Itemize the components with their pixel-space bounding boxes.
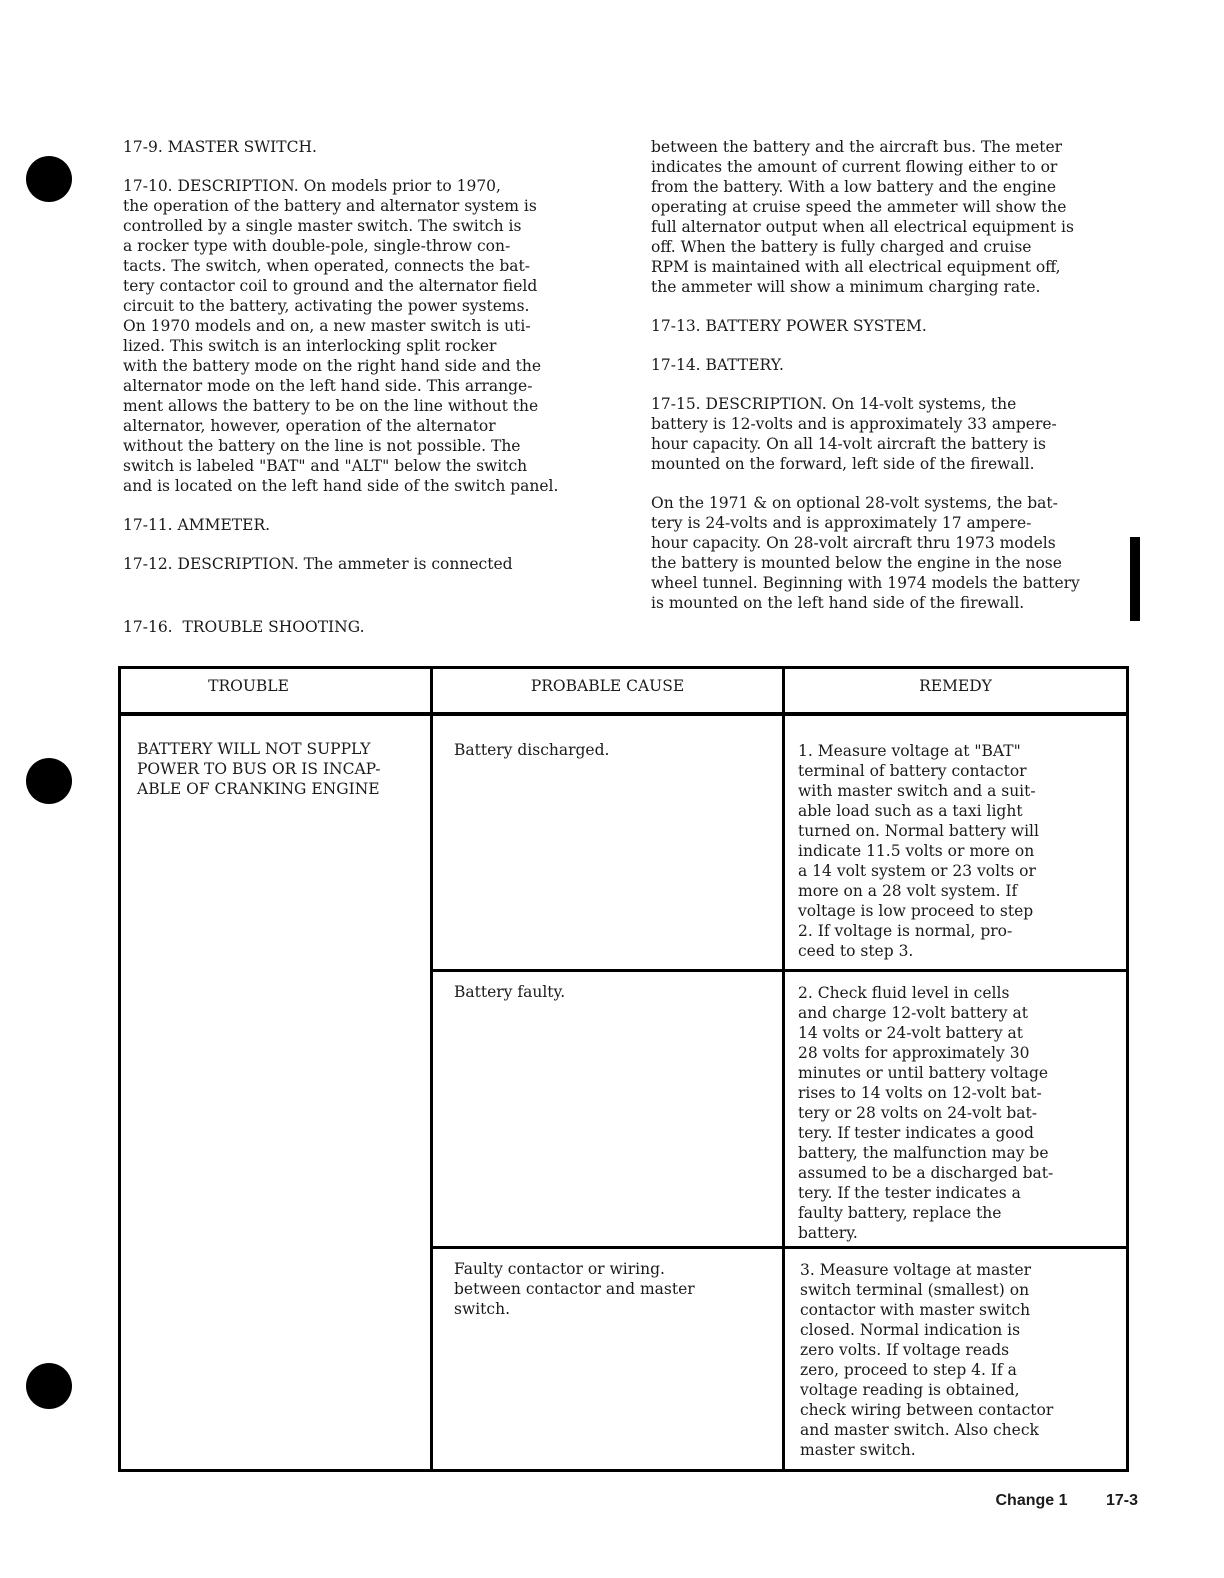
revision-change-bar — [1130, 537, 1140, 621]
table-divider-2 — [782, 669, 785, 1469]
binder-hole-bottom — [26, 1363, 72, 1409]
paragraph-17-15: 17-15. DESCRIPTION. On 14-volt systems, the battery is 12-volts and is approximately 33 ampere- hour capacity. On all 14-volt aircraft the battery is mounted on the forward, left side of the firewall. — [651, 395, 1057, 473]
table-row-rule-1 — [430, 969, 1126, 972]
page-number: 17-3 — [1105, 1492, 1138, 1509]
cause-cell-2: Battery faulty. — [454, 983, 566, 1001]
paragraph-17-12: 17-12. DESCRIPTION. The ammeter is connected — [123, 555, 513, 573]
left-text-column — [123, 137, 623, 593]
table-header-rule — [121, 712, 1126, 716]
remedy-cell-1: 1. Measure voltage at "BAT" terminal of battery contactor with master switch and a suit- able load such as a taxi light turned on. Normal battery will indicate 11.5 volts or more on a 14 volt system or 23 volts or more on a 28 volt system. If voltage is low proceed to step 2. If voltage is normal, pro- ceed to step 3. — [798, 742, 1039, 960]
remedy-cell-3: 3. Measure voltage at master switch terminal (smallest) on contactor with master switch closed. Normal indication is zero volts. If voltage reads zero, proceed to step 4. If a voltage reading is obtained, check wiring between contactor and master switch. Also check master switch. — [800, 1261, 1054, 1459]
header-probable-cause: PROBABLE CAUSE — [530, 677, 685, 695]
binder-hole-middle — [26, 758, 72, 804]
table-row-rule-2 — [430, 1246, 1126, 1249]
heading-17-14: 17-14. BATTERY. — [651, 356, 784, 374]
paragraph-17-10: 17-10. DESCRIPTION. On models prior to 1970, the operation of the battery and alternator system is controlled by a single master switch. The switch is a rocker type with double-pole, single-throw con- tacts. The switch, when operated, connects the bat- tery contactor coil to ground and the alternator field circuit to the battery, activating the power systems. On 1970 models and on, a new master switch is uti- lized. This switch is an interlocking split rocker with the battery mode on the right hand side and the alternator mode on the left hand side. This arrange- ment allows the battery to be on the line without the alternator, however, operation of the alternator without the battery on the line is not possible. The switch is labeled "BAT" and "ALT" below the switch and is located on the left hand side of the switch panel. — [123, 177, 559, 495]
cause-cell-3: Faulty contactor or wiring. between contactor and master switch. — [454, 1260, 695, 1318]
trouble-cell: BATTERY WILL NOT SUPPLY POWER TO BUS OR IS INCAP- ABLE OF CRANKING ENGINE — [137, 740, 381, 798]
change-label: Change 1 — [995, 1492, 1068, 1509]
header-remedy: REMEDY — [919, 677, 992, 695]
right-text-column — [651, 137, 1136, 632]
paragraph-28-volt: On the 1971 & on optional 28-volt systems, the bat- tery is 24-volts and is approximately 17 ampere- hour capacity. On 28-volt aircraft thru 1973 models the battery is mounted below the engine in the nose wheel tunnel. Beginning with 1974 models the battery is mounted on the left hand side of the firewall. — [651, 494, 1080, 612]
remedy-cell-2: 2. Check fluid level in cells and charge 12-volt battery at 14 volts or 24-volt battery at 28 volts for approximately 30 minutes or until battery voltage rises to 14 volts on 12-volt bat- tery or 28 volts on 24-volt bat- tery. If tester indicates a good battery, the malfunction may be assumed to be a discharged bat- tery. If the tester indicates a faulty battery, replace the battery. — [798, 984, 1054, 1242]
heading-17-13: 17-13. BATTERY POWER SYSTEM. — [651, 317, 927, 335]
header-trouble: TROUBLE — [208, 677, 289, 695]
heading-17-16: 17-16. TROUBLE SHOOTING. — [123, 618, 365, 636]
trouble-shooting-table — [118, 666, 1129, 1472]
heading-17-9: 17-9. MASTER SWITCH. — [123, 138, 317, 156]
heading-17-11: 17-11. AMMETER. — [123, 516, 271, 534]
cause-cell-1: Battery discharged. — [454, 741, 610, 759]
binder-hole-top — [26, 156, 72, 202]
page-footer — [996, 1492, 1139, 1510]
paragraph-17-12-continued: between the battery and the aircraft bus. The meter indicates the amount of current flowing either to or from the battery. With a low battery and the engine operating at cruise speed the ammeter will show the full alternator output when all electrical equipment is off. When the battery is fully charged and cruise RPM is maintained with all electrical equipment off, the ammeter will show a minimum charging rate. — [651, 138, 1074, 296]
table-divider-1 — [430, 669, 433, 1469]
